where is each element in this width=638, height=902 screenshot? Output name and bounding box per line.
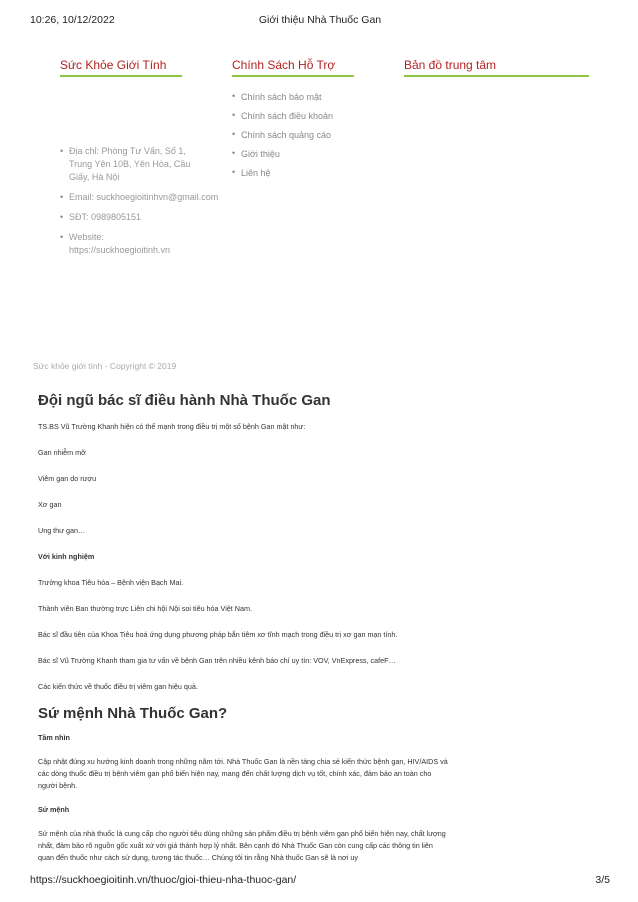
print-header [30, 14, 610, 28]
contact-phone[interactable]: • SĐT: 0989805151 [60, 211, 192, 224]
experience-item: Thành viên Ban thường trực Liên chi hội Nội soi tiêu hóa Việt Nam. [38, 604, 252, 613]
contact-website[interactable]: • Website: https://suckhoegioitinh.vn [60, 231, 192, 257]
disease-item: Viêm gan do rượu [38, 474, 97, 483]
experience-item: Bác sĩ đầu tiên của Khoa Tiêu hoá ứng dụng phương pháp bắn tiêm xơ tĩnh mạch trong điều trị xơ gan mạn tính. [38, 630, 398, 639]
intro-paragraph: TS.BS Vũ Trường Khanh hiện có thế mạnh trong điều trị một số bệnh Gan mật như: [38, 422, 306, 431]
article-body [38, 392, 448, 862]
experience-item: Bác sĩ Vũ Trường Khanh tham gia tư vấn về bệnh Gan trên nhiều kênh báo chí uy tín: VOV, VnExpress, cafeF… [38, 656, 396, 665]
policy-links [232, 92, 333, 187]
print-footer [30, 874, 610, 888]
experience-item: Các kiến thức về thuốc điều trị viêm gan hiệu quả. [38, 682, 198, 691]
disease-item: Gan nhiễm mỡ [38, 448, 86, 457]
heading-team: Đội ngũ bác sĩ điều hành Nhà Thuốc Gan [38, 392, 331, 409]
footer-col-about-title: Sức Khỏe Giới Tính [60, 58, 182, 77]
print-url: https://suckhoegioitinh.vn/thuoc/gioi-thieu-nha-thuoc-gan/ [30, 874, 297, 886]
print-timestamp: 10:26, 10/12/2022 [30, 14, 115, 26]
contact-address: • Địa chỉ: Phòng Tư Vấn, Số 1, Trung Yên 10B, Yên Hòa, Cầu Giấy, Hà Nội [60, 145, 192, 184]
vision-label: Tầm nhìn [38, 733, 70, 742]
print-page-title: Giới thiệu Nhà Thuốc Gan [258, 14, 382, 26]
contact-list [60, 145, 219, 264]
policy-link-ads[interactable]: • Chính sách quảng cáo [232, 130, 333, 140]
policy-link-privacy[interactable]: • Chính sách bảo mật [232, 92, 333, 102]
disease-item: Xơ gan [38, 500, 62, 509]
policy-link-about[interactable]: • Giới thiệu [232, 149, 333, 159]
experience-item: Trưởng khoa Tiêu hóa – Bệnh viện Bạch Mai. [38, 578, 184, 587]
footer-col-map-title: Bản đồ trung tâm [404, 58, 589, 77]
heading-mission: Sứ mệnh Nhà Thuốc Gan? [38, 705, 228, 722]
footer-col-policy [232, 58, 392, 178]
footer-col-policy-title: Chính Sách Hỗ Trợ [232, 58, 354, 77]
vision-paragraph: Cập nhật đúng xu hướng kinh doanh trong những năm tới. Nhà Thuốc Gan là nền tảng chia sẻ kiến thức bệnh gan, HIV/AIDS và các dòng thuốc điều trị bệnh viêm gan phổ biến hiện nay, mang đến chất lượng dịch vụ tốt, chính xác, đảm bảo an toàn cho người bệnh. [38, 757, 448, 790]
print-page-number: 3/5 [595, 874, 610, 886]
footer-col-about [60, 58, 220, 255]
mission-label: Sứ mệnh [38, 805, 70, 814]
policy-link-terms[interactable]: • Chính sách điều khoản [232, 111, 333, 121]
copyright-text: Sức khỏe giới tính - Copyright © 2019 [33, 361, 177, 371]
policy-link-contact[interactable]: • Liên hệ [232, 168, 333, 178]
experience-label: Với kinh nghiệm [38, 552, 95, 561]
contact-email[interactable]: • Email: suckhoegioitinhvn@gmail.com [60, 191, 192, 204]
footer-col-map [404, 58, 594, 77]
disease-item: Ung thư gan… [38, 526, 86, 535]
mission-paragraph: Sứ mệnh của nhà thuốc là cung cấp cho người tiêu dùng những sản phẩm điều trị bệnh viêm gan phổ biến hiện nay, chất lượng nhất, đảm bảo rõ nguồn gốc xuất xứ với giá thành hợp lý nhất. Bên cạnh đó Nhà Thuốc Gan còn cung cấp các thông tin liên quan đến thuốc như cách sử dụng, tương tác thuốc… Chúng tôi tin rằng Nhà thuốc Gan sẽ là nơi uy [38, 829, 446, 862]
